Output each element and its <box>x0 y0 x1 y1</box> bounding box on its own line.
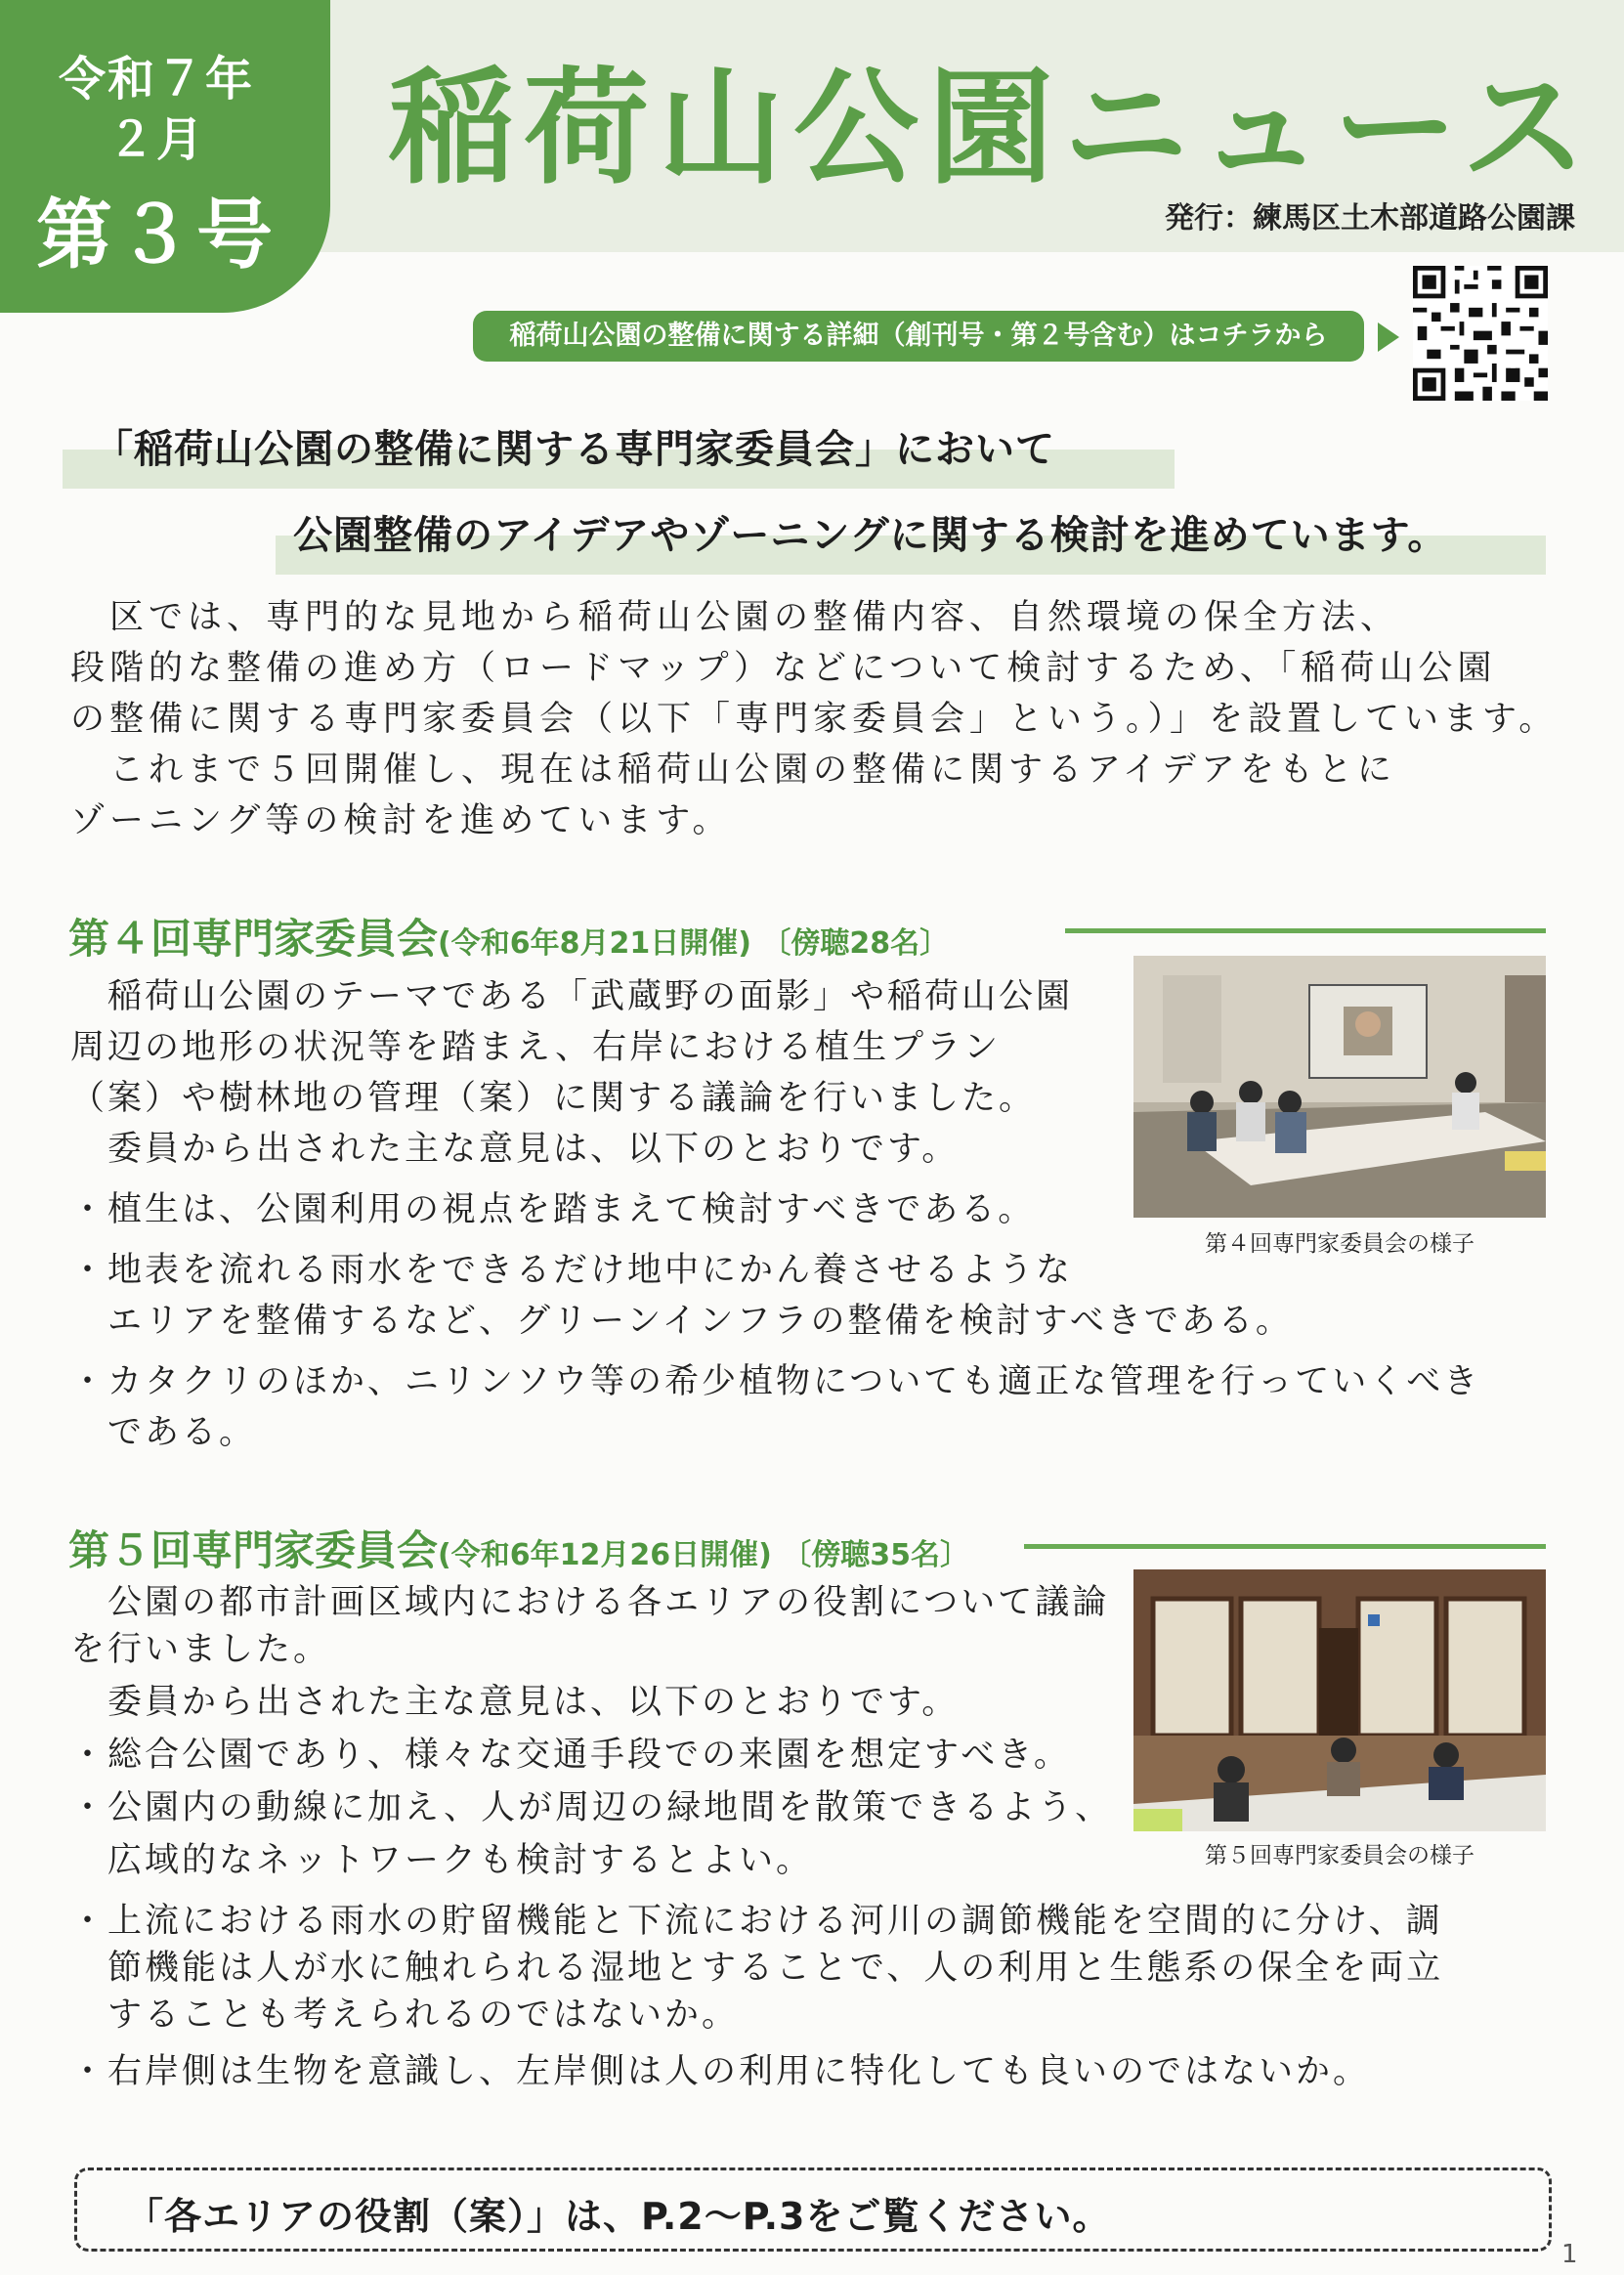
section5-bullet-cont: 広域的なネットワークも検討するとよい。 <box>70 1841 814 1880</box>
intro-line: これまで５回開催し、現在は稲荷山公園の整備に関するアイデアをもとに <box>70 751 1396 790</box>
section4-rule <box>1065 928 1546 933</box>
issue-tab <box>0 0 330 313</box>
page-number: 1 <box>1561 2240 1578 2269</box>
section4-bullet: ・カタクリのほか、ニリンソウ等の希少植物についても適正な管理を行っていくべき <box>70 1362 1481 1401</box>
section4-title: 第４回専門家委員会 <box>68 915 439 963</box>
issue-month: ２月 <box>107 112 205 167</box>
section5-bullet: ・公園内の動線に加え、人が周辺の緑地間を散策できるよう、 <box>70 1788 1113 1827</box>
intro-paragraph <box>70 592 1559 846</box>
section5-bullet: ・上流における雨水の貯留機能と下流における河川の調節機能を空間的に分け、調 <box>70 1902 1443 1941</box>
section5-line: を行いました。 <box>70 1630 331 1669</box>
section5-line: 公園の都市計画区域内における各エリアの役割について議論 <box>70 1583 1110 1622</box>
section5-rule <box>1024 1544 1546 1549</box>
meeting-photo-5 <box>1133 1569 1546 1831</box>
issue-era: 令和７年 <box>58 52 254 107</box>
issue-number: 第３号 <box>35 192 277 279</box>
section5-bullet: ・総合公園であり、様々な交通手段での来園を想定すべき。 <box>70 1736 1071 1775</box>
photo-caption-5: 第５回専門家委員会の様子 <box>1205 1843 1474 1868</box>
section4-bullet: ・地表を流れる雨水をできるだけ地中にかん養させるような <box>70 1251 1074 1290</box>
details-link-banner[interactable]: 稲荷山公園の整備に関する詳細（創刊号・第２号含む）はコチラから <box>473 311 1364 362</box>
section4-line: 稲荷山公園のテーマである「武蔵野の面影」や稲荷山公園 <box>70 977 1074 1016</box>
headline-line-1: 「稲荷山公園の整備に関する専門家委員会」において <box>94 427 1055 472</box>
section5-meta: (令和6年12月26日開催) 〔傍聴35名〕 <box>438 1538 969 1572</box>
section5-bullet-cont: することも考えられるのではないか。 <box>70 1996 740 2035</box>
intro-line: ゾーニング等の検討を進めています。 <box>70 801 732 840</box>
section4-line: 委員から出された主な意見は、以下のとおりです。 <box>70 1130 960 1169</box>
section5-line: 委員から出された主な意見は、以下のとおりです。 <box>70 1683 960 1722</box>
intro-line: の整備に関する専門家委員会（以下「専門家委員会」という。）」を設置しています。 <box>70 700 1559 739</box>
section4-line: 周辺の地形の状況等を踏まえ、右岸における植生プラン <box>70 1028 1002 1067</box>
intro-line: 段階的な整備の進め方（ロードマップ）などについて検討するため、「稲荷山公園 <box>70 649 1497 688</box>
section5-heading <box>68 1519 969 1577</box>
newsletter-title: 稲荷山公園ニュース <box>389 56 1597 201</box>
section4-meta: (令和6年8月21日開催) 〔傍聴28名〕 <box>438 926 950 961</box>
publisher: 発行：練馬区土木部道路公園課 <box>1165 201 1575 236</box>
notice-text: 「各エリアの役割（案）」は、P.2～P.3をご覧ください。 <box>126 2195 1111 2238</box>
section5-title: 第５回専門家委員会 <box>68 1526 439 1574</box>
intro-line: 区では、専門的な見地から稲荷山公園の整備内容、自然環境の保全方法、 <box>70 598 1400 637</box>
headline-line-2: 公園整備のアイデアやゾーニングに関する検討を進めています。 <box>293 513 1448 558</box>
meeting-photo-4 <box>1133 956 1546 1218</box>
photo-caption-4: 第４回専門家委員会の様子 <box>1205 1231 1474 1257</box>
section4-bullet-cont: エリアを整備するなど、グリーンインフラの整備を検討すべきである。 <box>70 1302 1293 1341</box>
section5-bullet-cont: 節機能は人が水に触れられる湿地とすることで、人の利用と生態系の保全を両立 <box>70 1949 1444 1988</box>
section4-bullet: ・植生は、公園利用の視点を踏まえて検討すべきである。 <box>70 1190 1036 1229</box>
notice-box <box>74 2168 1552 2252</box>
qr-code-icon[interactable] <box>1413 266 1548 401</box>
section4-line: （案）や樹林地の管理（案）に関する議論を行いました。 <box>70 1079 1037 1118</box>
section5-bullet: ・右岸側は生物を意識し、左岸側は人の利用に特化しても良いのではないか。 <box>70 2052 1371 2091</box>
arrow-right-icon <box>1378 322 1399 352</box>
section4-heading <box>68 907 949 966</box>
section4-bullet-cont: である。 <box>70 1413 257 1452</box>
